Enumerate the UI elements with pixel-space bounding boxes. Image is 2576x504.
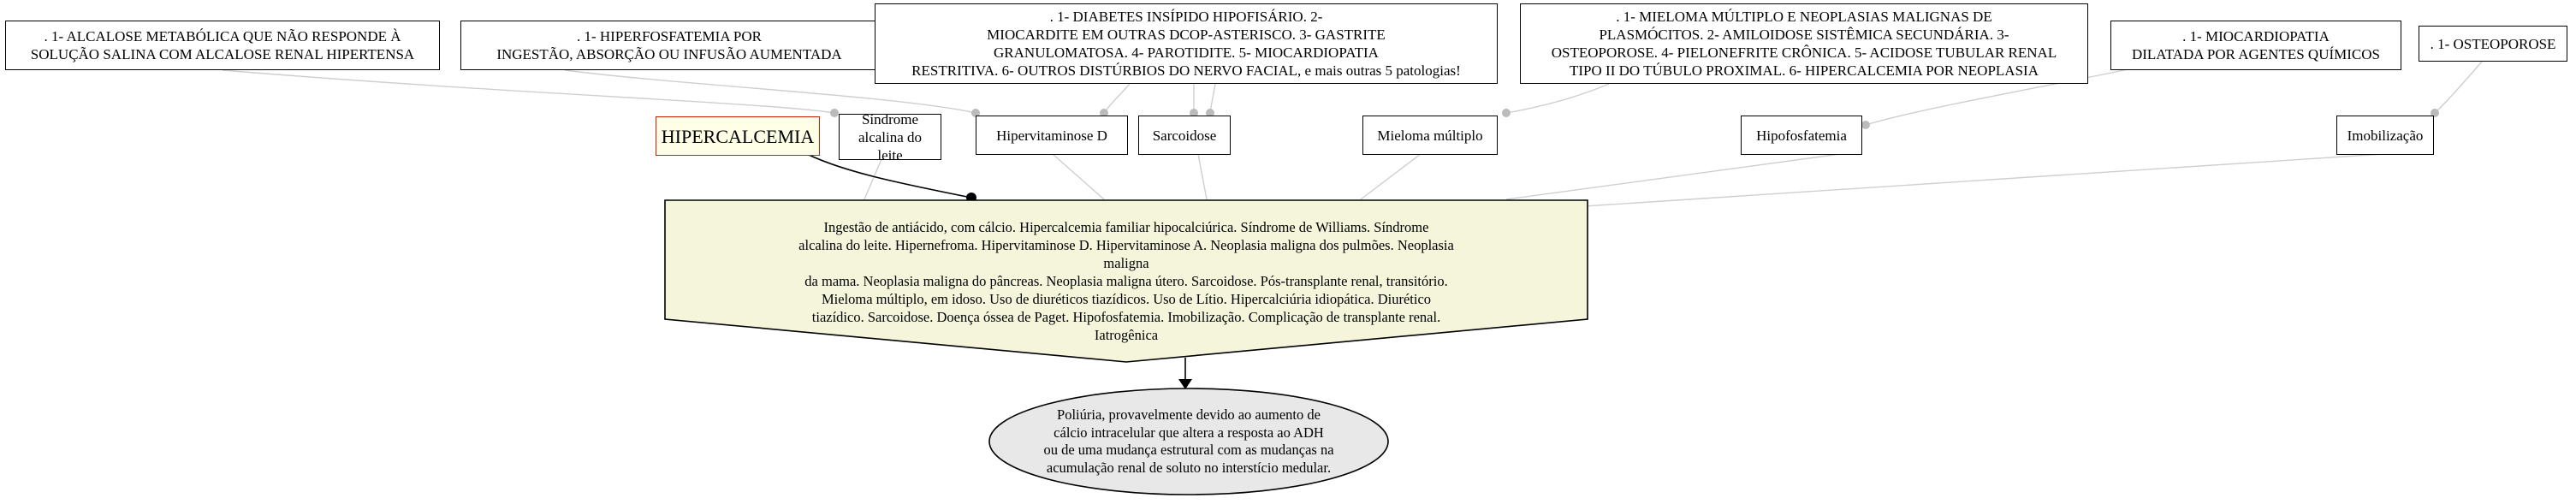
note-cardiomyopathy: . 1- MIOCARDIOPATIA DILATADA POR AGENTES QUÍMICOS bbox=[2110, 21, 2401, 70]
node-sarcoidosis[interactable]: Sarcoidose bbox=[1138, 116, 1231, 155]
edge-alkalosis-note bbox=[223, 70, 834, 113]
note-diabetes: . 1- DIABETES INSÍPIDO HIPOFISÁRIO. 2- MIOCARDITE EM OUTRAS DCOP-ASTERISCO. 3- GASTRITE GRANULOMATOSA. 4- PAROTIDITE. 5- MIOCARDIOPATIA RESTRITIVA. 6- OUTROS DISTÚRBIOS DO NERVO FACIAL, e mais outras 5 patologias! bbox=[875, 3, 1498, 84]
note-osteoporosis: . 1- OSTEOPOROSE bbox=[2419, 26, 2567, 62]
edge-milk-alkali bbox=[864, 159, 881, 199]
edge-myeloma-note bbox=[1506, 84, 1609, 113]
note-hyperphosphatemia: . 1- HIPERFOSFATEMIA POR INGESTÃO, ABSORÇÃO OU INFUSÃO AUMENTADA bbox=[460, 21, 878, 70]
edge-dot bbox=[830, 109, 839, 117]
edge-vitamin-d bbox=[1053, 154, 1104, 199]
edge-diabetes-note-a bbox=[1104, 84, 1130, 113]
edge-diabetes-note-c bbox=[1210, 84, 1215, 113]
main-node-hypercalcemia[interactable]: HIPERCALCEMIA bbox=[656, 116, 820, 156]
note-myeloma: . 1- MIELOMA MÚLTIPLO E NEOPLASIAS MALIGNAS DE PLASMÓCITOS. 2- AMILOIDOSE SISTÊMICA SECUNDÁRIA. 3- OSTEOPOROSE. 4- PIELONEFRITE CRÔNICA. 5- ACIDOSE TUBULAR RENAL TIPO II DO TÚBULO PROXIMAL. 6- HIPERCALCEMIA POR NEOPLASIA bbox=[1520, 3, 2088, 84]
edge-dot bbox=[1502, 109, 1511, 117]
risk-factors-text: Ingestão de antiácido, com cálcio. Hipercalcemia familiar hipocalciúrica. Síndrome de Williams. Síndrome alcalina do leite. Hipernefroma. Hipervitaminose D. Hipervitaminose A. Neoplasia maligna dos pulmões. Neoplasia maligna da mama. Neoplasia maligna do pâncreas. Neoplasia maligna útero. Sarcoidose. Pós-transplante renal, transitório. Mieloma múltiplo, em idoso. Uso de diuréticos tiazídicos. Uso de Lítio. Hipercalciúria idiopática. Diurético tiazídico. Sarcoidose. Doença óssea de Paget. Hipofosfatemia. Imobilização. Complicação de transplante renal. Iatrogênica bbox=[798, 218, 1454, 343]
node-myeloma[interactable]: Mieloma múltiplo bbox=[1362, 116, 1498, 155]
edge-dot bbox=[1861, 121, 1870, 129]
node-vitamin-d[interactable]: Hipervitaminose D bbox=[976, 116, 1128, 155]
risk-factors-box bbox=[664, 199, 1588, 371]
node-immobilization[interactable]: Imobilização bbox=[2336, 116, 2434, 155]
edge-myeloma bbox=[1361, 154, 1421, 199]
edge-sarcoidosis bbox=[1198, 154, 1207, 199]
node-milk-alkali[interactable]: Síndrome alcalina do leite bbox=[839, 114, 941, 160]
outcome-ellipse bbox=[988, 387, 1390, 496]
note-alkalosis: . 1- ALCALOSE METABÓLICA QUE NÃO RESPONDE À SOLUÇÃO SALINA COM ALCALOSE RENAL HIPERTENSA bbox=[5, 21, 440, 70]
edge-immobilization bbox=[1532, 154, 2383, 210]
outcome-text: Poliúria, provavelmente devido ao aumento de cálcio intracelular que altera a resposta ao ADH ou de uma mudança estrutural com as mudanças na acumulação renal de soluto no interstício medular. bbox=[1043, 406, 1334, 476]
edge-osteoporosis-note bbox=[2435, 62, 2482, 113]
node-hypophosphatemia[interactable]: Hipofosfatemia bbox=[1741, 116, 1862, 155]
